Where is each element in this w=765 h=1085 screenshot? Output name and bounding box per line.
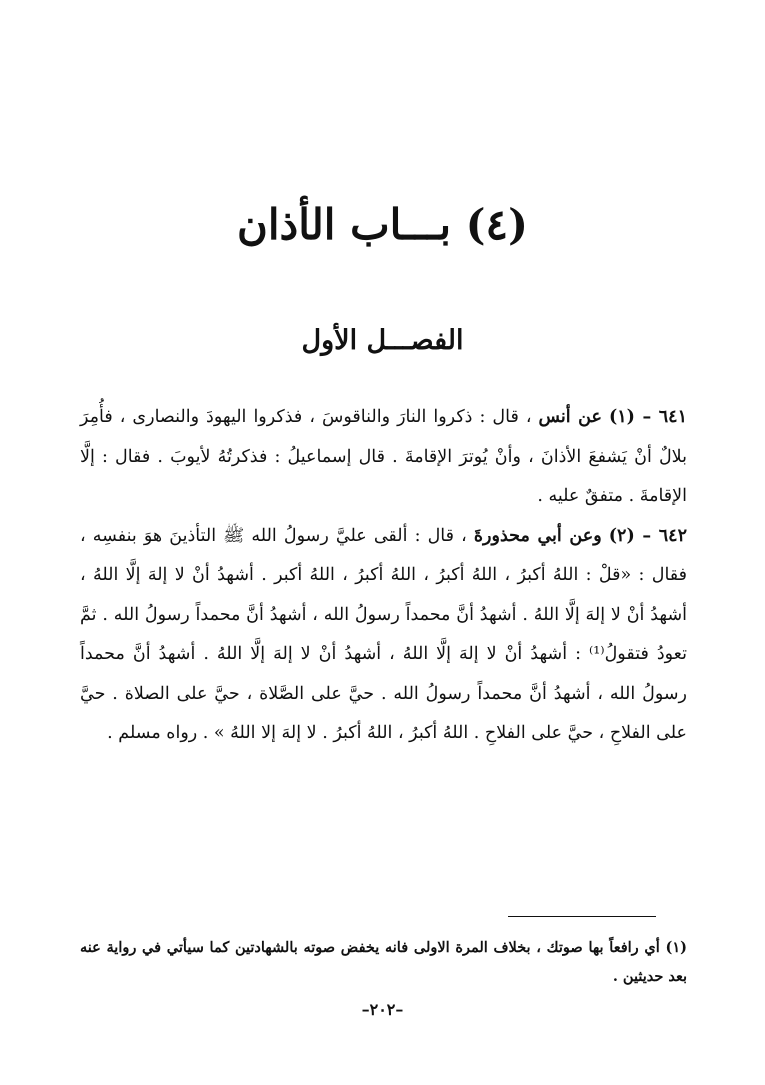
section-title: الفصـــل الأول bbox=[301, 325, 464, 356]
hadith-text: ، قال : ألقى عليَّ رسولُ الله ﷺ التأذينَ هوَ بنفسِه ، فقال : «قلْ : اللهُ أكبرُ ، اللهُ أكبرُ ، اللهُ أكبرُ ، اللهُ أكبر . أشهدُ أنْ لا إلهَ إلَّا اللهُ ، أشهدُ أنْ لا إلهَ إلَّا اللهُ . أشهدُ أنَّ محمداً رسولُ الله ، أشهدُ أنَّ محمداً رسولُ الله . ثمَّ تعودُ فتقولُ⁽¹⁾ : أشهدُ أنْ لا إلهَ إلَّا اللهُ ، أشهدُ أنْ لا إلهَ إلَّا اللهُ . أشهدُ أنَّ محمداً رسولُ الله ، أشهدُ أنَّ محمداً رسولُ الله . حيَّ على الصَّلاة ، حيَّ على الصلاة . حيَّ على الفلاحِ ، حيَّ على الفلاحِ . اللهُ أكبرُ ، اللهُ أكبرُ . لا إلهَ إلا اللهُ » . رواه مسلم . bbox=[80, 525, 687, 743]
page-number: –٢٠٢– bbox=[361, 1000, 404, 1019]
footnote: (١) أي رافعاً بها صوتك ، بخلاف المرة الاولى فانه يخفض صوته بالشهادتين كما سيأتي في رواية عنه بعد حديثين . bbox=[80, 939, 687, 985]
hadith-number: ٦٤١ – (١) bbox=[608, 407, 687, 427]
hadith-text: ، قال : ذكروا النارَ والناقوسَ ، فذكروا اليهودَ والنصارى ، فأُمِرَ بلالٌ أنْ يَشفعَ الأذانَ ، وأنْ يُوترَ الإقامةَ . قال إسماعيلُ : فذكرتُهُ لأيوبَ . فقال : إلَّا الإقامةَ . متفقٌ عليه . bbox=[80, 407, 687, 506]
hadith-paragraph bbox=[80, 398, 687, 517]
hadith-paragraph bbox=[80, 517, 687, 754]
hadith-narrator: عن أنس bbox=[538, 407, 602, 427]
hadith-body bbox=[80, 398, 687, 754]
footnote-divider bbox=[508, 916, 656, 917]
hadith-number: ٦٤٢ – (٢) bbox=[608, 525, 687, 546]
chapter-title: (٤) بـــاب الأذان bbox=[237, 200, 528, 249]
hadith-narrator: وعن أبي محذورةَ bbox=[473, 525, 602, 546]
